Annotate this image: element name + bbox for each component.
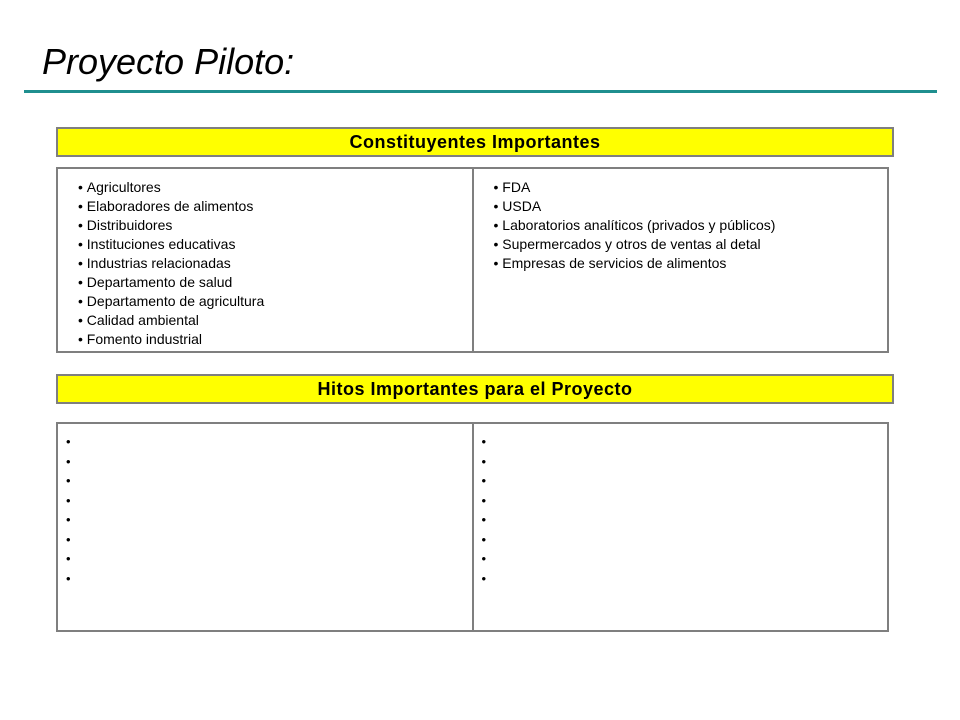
hitos-right-column [472, 424, 888, 630]
list-item [482, 432, 888, 452]
list-item: • Elaboradores de alimentos [78, 197, 472, 216]
list-item: • Industrias relacionadas [78, 254, 472, 273]
list-item: • Instituciones educativas [78, 235, 472, 254]
list-item: • Agricultores [78, 178, 472, 197]
list-item [482, 530, 888, 550]
list-item: • Departamento de salud [78, 273, 472, 292]
page-title: Proyecto Piloto: [42, 41, 295, 82]
list-item: • Supermercados y otros de ventas al detal [494, 235, 888, 254]
hitos-left-column [58, 424, 472, 630]
list-item [482, 491, 888, 511]
constituyentes-table [56, 167, 889, 353]
list-item: • USDA [494, 197, 888, 216]
constituyentes-right-column [472, 169, 888, 351]
section-heading-constituyentes: Constituyentes Importantes [56, 127, 894, 157]
list-item [482, 452, 888, 472]
list-item: • FDA [494, 178, 888, 197]
section-heading-hitos: Hitos Importantes para el Proyecto [56, 374, 894, 404]
constituyentes-right-list [494, 178, 888, 273]
list-item: • Distribuidores [78, 216, 472, 235]
constituyentes-left-column [58, 169, 472, 351]
list-item [482, 549, 888, 569]
list-item: • Empresas de servicios de alimentos [494, 254, 888, 273]
list-item [66, 530, 472, 550]
list-item [66, 432, 472, 452]
list-item [66, 452, 472, 472]
list-item [482, 471, 888, 491]
list-item [66, 471, 472, 491]
title-underline [24, 90, 937, 93]
list-item: • Calidad ambiental [78, 311, 472, 330]
list-item [66, 569, 472, 589]
list-item: • Laboratorios analíticos (privados y públicos) [494, 216, 888, 235]
list-item: • Fomento industrial [78, 330, 472, 349]
hitos-right-list [482, 432, 888, 588]
hitos-left-list [66, 432, 472, 588]
list-item [66, 510, 472, 530]
list-item [482, 510, 888, 530]
constituyentes-left-list [78, 178, 472, 349]
list-item [66, 491, 472, 511]
list-item [482, 569, 888, 589]
list-item: • Departamento de agricultura [78, 292, 472, 311]
hitos-table [56, 422, 889, 632]
list-item [66, 549, 472, 569]
